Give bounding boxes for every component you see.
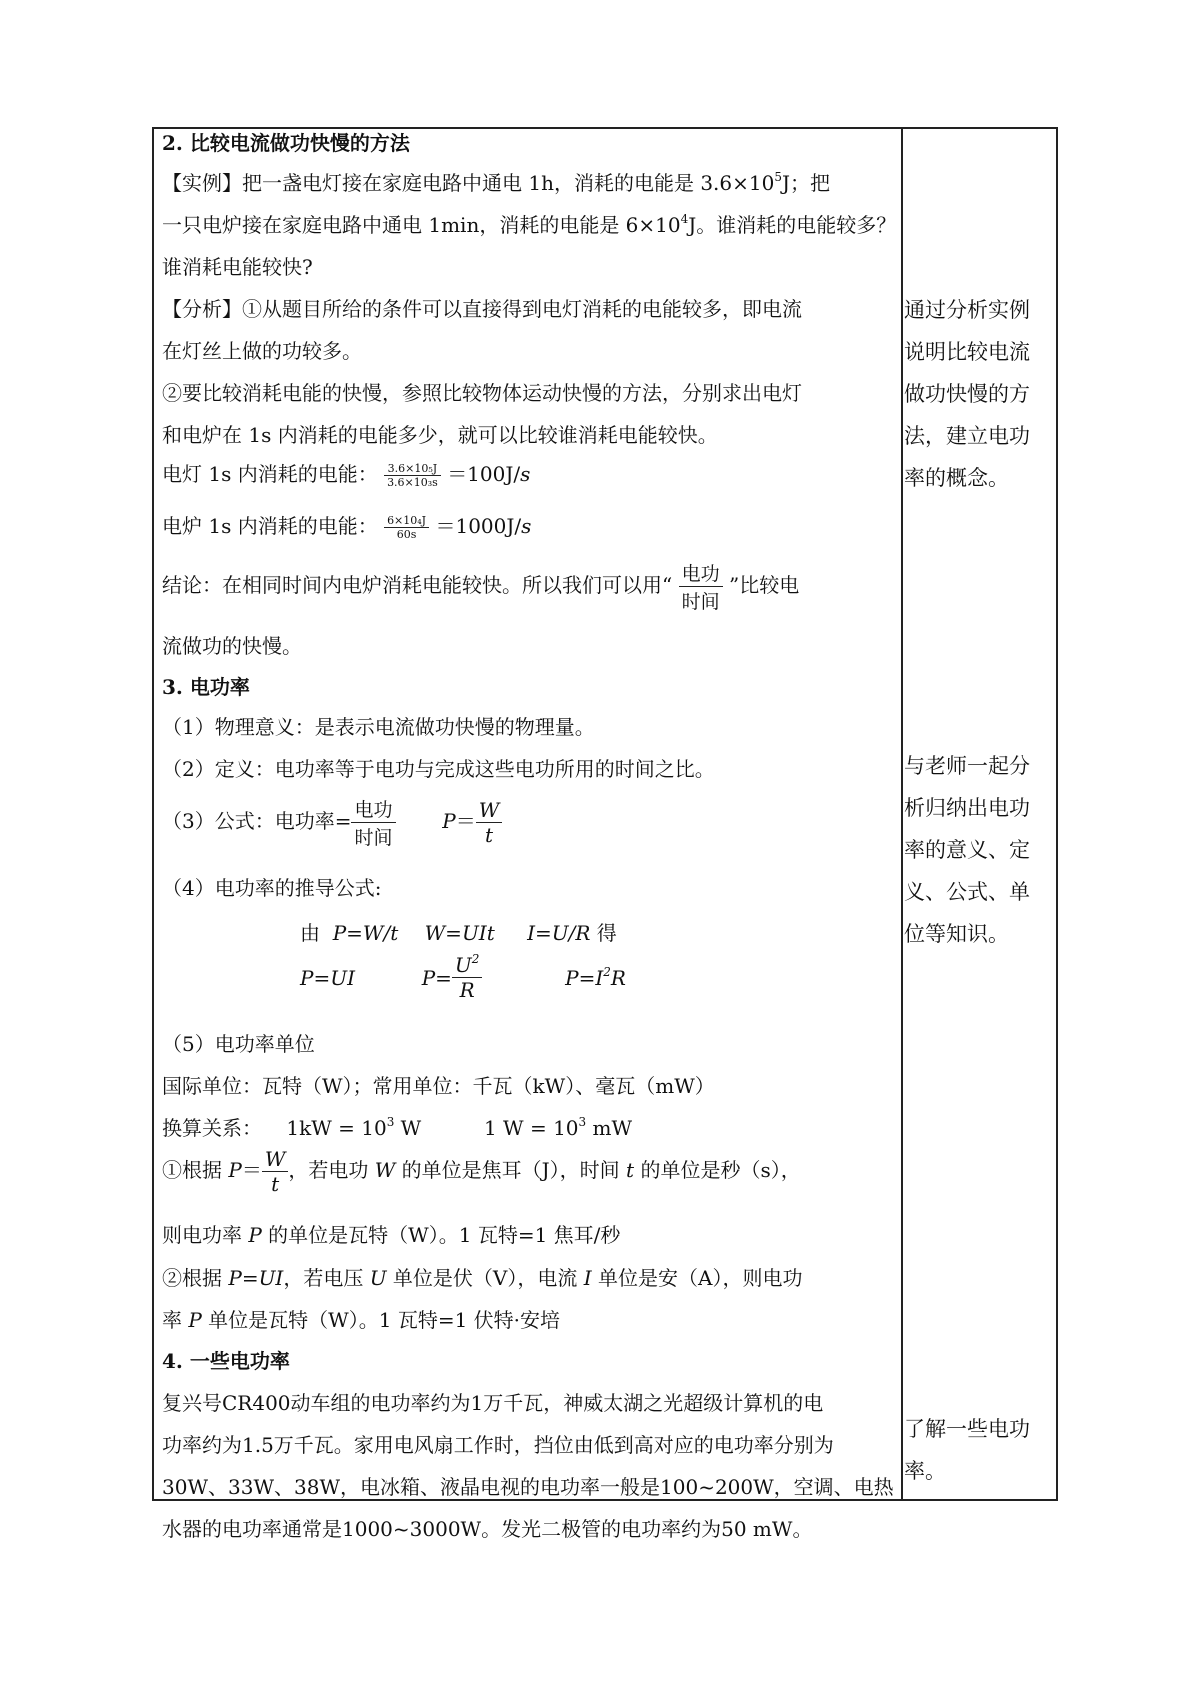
power-word-fraction: $\frac{\text{电功}}{\text{时间}}$: [351, 795, 395, 850]
side-note-line: 通过分析实例: [904, 298, 1030, 322]
conclusion-line-1: 结论：在相同时间内电炉消耗电能较快。所以我们可以用“ $\frac{\text{电功}}{\text{时间}}$ ”比较电: [162, 559, 799, 614]
analysis-line-2: 在灯丝上做的功较多。: [162, 339, 362, 363]
side-note-line: 析归纳出电功: [904, 796, 1030, 820]
point-1: （1）物理意义：是表示电流做功快慢的物理量。: [162, 715, 595, 739]
rule-1-line-1: ①根据 P＝ $\frac{W}{t}$ ，若电功 W 的单位是焦耳（J），时间 t 的单位是秒（s），: [162, 1147, 801, 1196]
unit-line: 国际单位：瓦特（W）；常用单位：千瓦（kW）、毫瓦（mW）: [162, 1074, 715, 1098]
side-note-line: 了解一些电功: [904, 1417, 1030, 1441]
section-4-title: 4. 一些电功率: [162, 1349, 290, 1373]
rule-power-fraction: $\frac{W}{t}$: [262, 1147, 289, 1196]
derivation-line: 由 P=W/t W=UIt I=U/R 得: [300, 921, 617, 945]
power-ratio-fraction: $\frac{\text{电功}}{\text{时间}}$: [679, 559, 723, 614]
lamp-fraction: $\frac{\text{3.6×10₅J}}{\text{3.6×10₃s}}$: [384, 462, 441, 489]
side-note-line: 率的意义、定: [904, 838, 1030, 862]
analysis-line-4: 和电炉在 1s 内消耗的电能多少，就可以比较谁消耗电能较快。: [162, 423, 718, 447]
example-line-2: 一只电炉接在家庭电路中通电 1min，消耗的电能是 $6\times 10^4J$。谁消耗的电能较多？: [162, 212, 897, 237]
voltage-squared-fraction: $\frac{U^2}{R}$: [452, 953, 483, 1002]
analysis-line-1: 【分析】①从题目所给的条件可以直接得到电灯消耗的电能较多，即电流: [162, 297, 802, 321]
side-note-line: 率的概念。: [904, 466, 1009, 490]
point-4: （4）电功率的推导公式:: [162, 876, 382, 900]
side-note-line: 与老师一起分: [904, 754, 1030, 778]
section-2-title: 2. 比较电流做功快慢的方法: [162, 131, 410, 155]
rule-1-line-2: 则电功率 P 的单位是瓦特（W）。1 瓦特=1 焦耳/秒: [162, 1223, 621, 1247]
side-note-line: 做功快慢的方: [904, 382, 1030, 406]
side-note-examples: [904, 1408, 1054, 1492]
side-note-line: 义、公式、单: [904, 880, 1030, 904]
section-3-title: 3. 电功率: [162, 675, 250, 699]
derived-formulas: P=UI P= $\frac{U^2}{R}$ $P=I^2R$: [300, 952, 626, 1002]
rule-2-line-1: ②根据 P=UI，若电压 U 单位是伏（V），电流 I 单位是安（A），则电功: [162, 1266, 803, 1290]
side-note-line: 法，建立电功: [904, 424, 1030, 448]
lamp-calc: 电灯 1s 内消耗的电能： $\frac{\text{3.6×10₅J}}{\text{3.6×10₃s}}$ ＝100J/s: [162, 462, 531, 489]
example-line-1: 【实例】把一盏电灯接在家庭电路中通电 1h，消耗的电能是 $3.6\times 10^5J$；把: [162, 170, 831, 195]
power-symbol-fraction: $\frac{W}{t}$: [476, 798, 503, 847]
side-note-line: 说明比较电流: [904, 340, 1030, 364]
section-4-line-1: 复兴号CR400动车组的电功率约为1万千瓦，神威太湖之光超级计算机的电: [162, 1391, 824, 1415]
point-5: （5）电功率单位: [162, 1032, 315, 1056]
side-note-line: 位等知识。: [904, 922, 1009, 946]
side-note-line: 率。: [904, 1459, 946, 1483]
point-2: （2）定义：电功率等于电功与完成这些电功所用的时间之比。: [162, 757, 715, 781]
section-4-line-4: 水器的电功率通常是1000~3000W。发光二极管的电功率约为50 mW。: [162, 1517, 813, 1541]
analysis-line-3: ②要比较消耗电能的快慢，参照比较物体运动快慢的方法，分别求出电灯: [162, 381, 802, 405]
stove-fraction: $\frac{\text{6×10₄J}}{60s}$: [384, 514, 429, 541]
section-4-line-3: 30W、33W、38W，电冰箱、液晶电视的电功率一般是100~200W，空调、电热: [162, 1475, 894, 1499]
side-note-intent: [904, 289, 1054, 499]
side-note-summary: [904, 745, 1054, 955]
stove-calc: 电炉 1s 内消耗的电能： $\frac{\text{6×10₄J}}{60s}$ ＝1000J/s: [162, 514, 532, 541]
column-divider: [901, 127, 903, 1501]
example-line-3: 谁消耗电能较快?: [162, 255, 313, 279]
conversion-line: 换算关系： $1kW = 10^3$ W 1 $W = 10^3$ mW: [162, 1115, 633, 1140]
conclusion-line-2: 流做功的快慢。: [162, 634, 302, 658]
rule-2-line-2: 率 P 单位是瓦特（W）。1 瓦特=1 伏特·安培: [162, 1308, 561, 1332]
point-3-formula: （3）公式：电功率= $\frac{\text{电功}}{\text{时间}}$ P＝ $\frac{W}{t}$: [162, 795, 502, 850]
section-4-line-2: 功率约为1.5万千瓦。家用电风扇工作时，挡位由低到高对应的电功率分别为: [162, 1433, 834, 1457]
